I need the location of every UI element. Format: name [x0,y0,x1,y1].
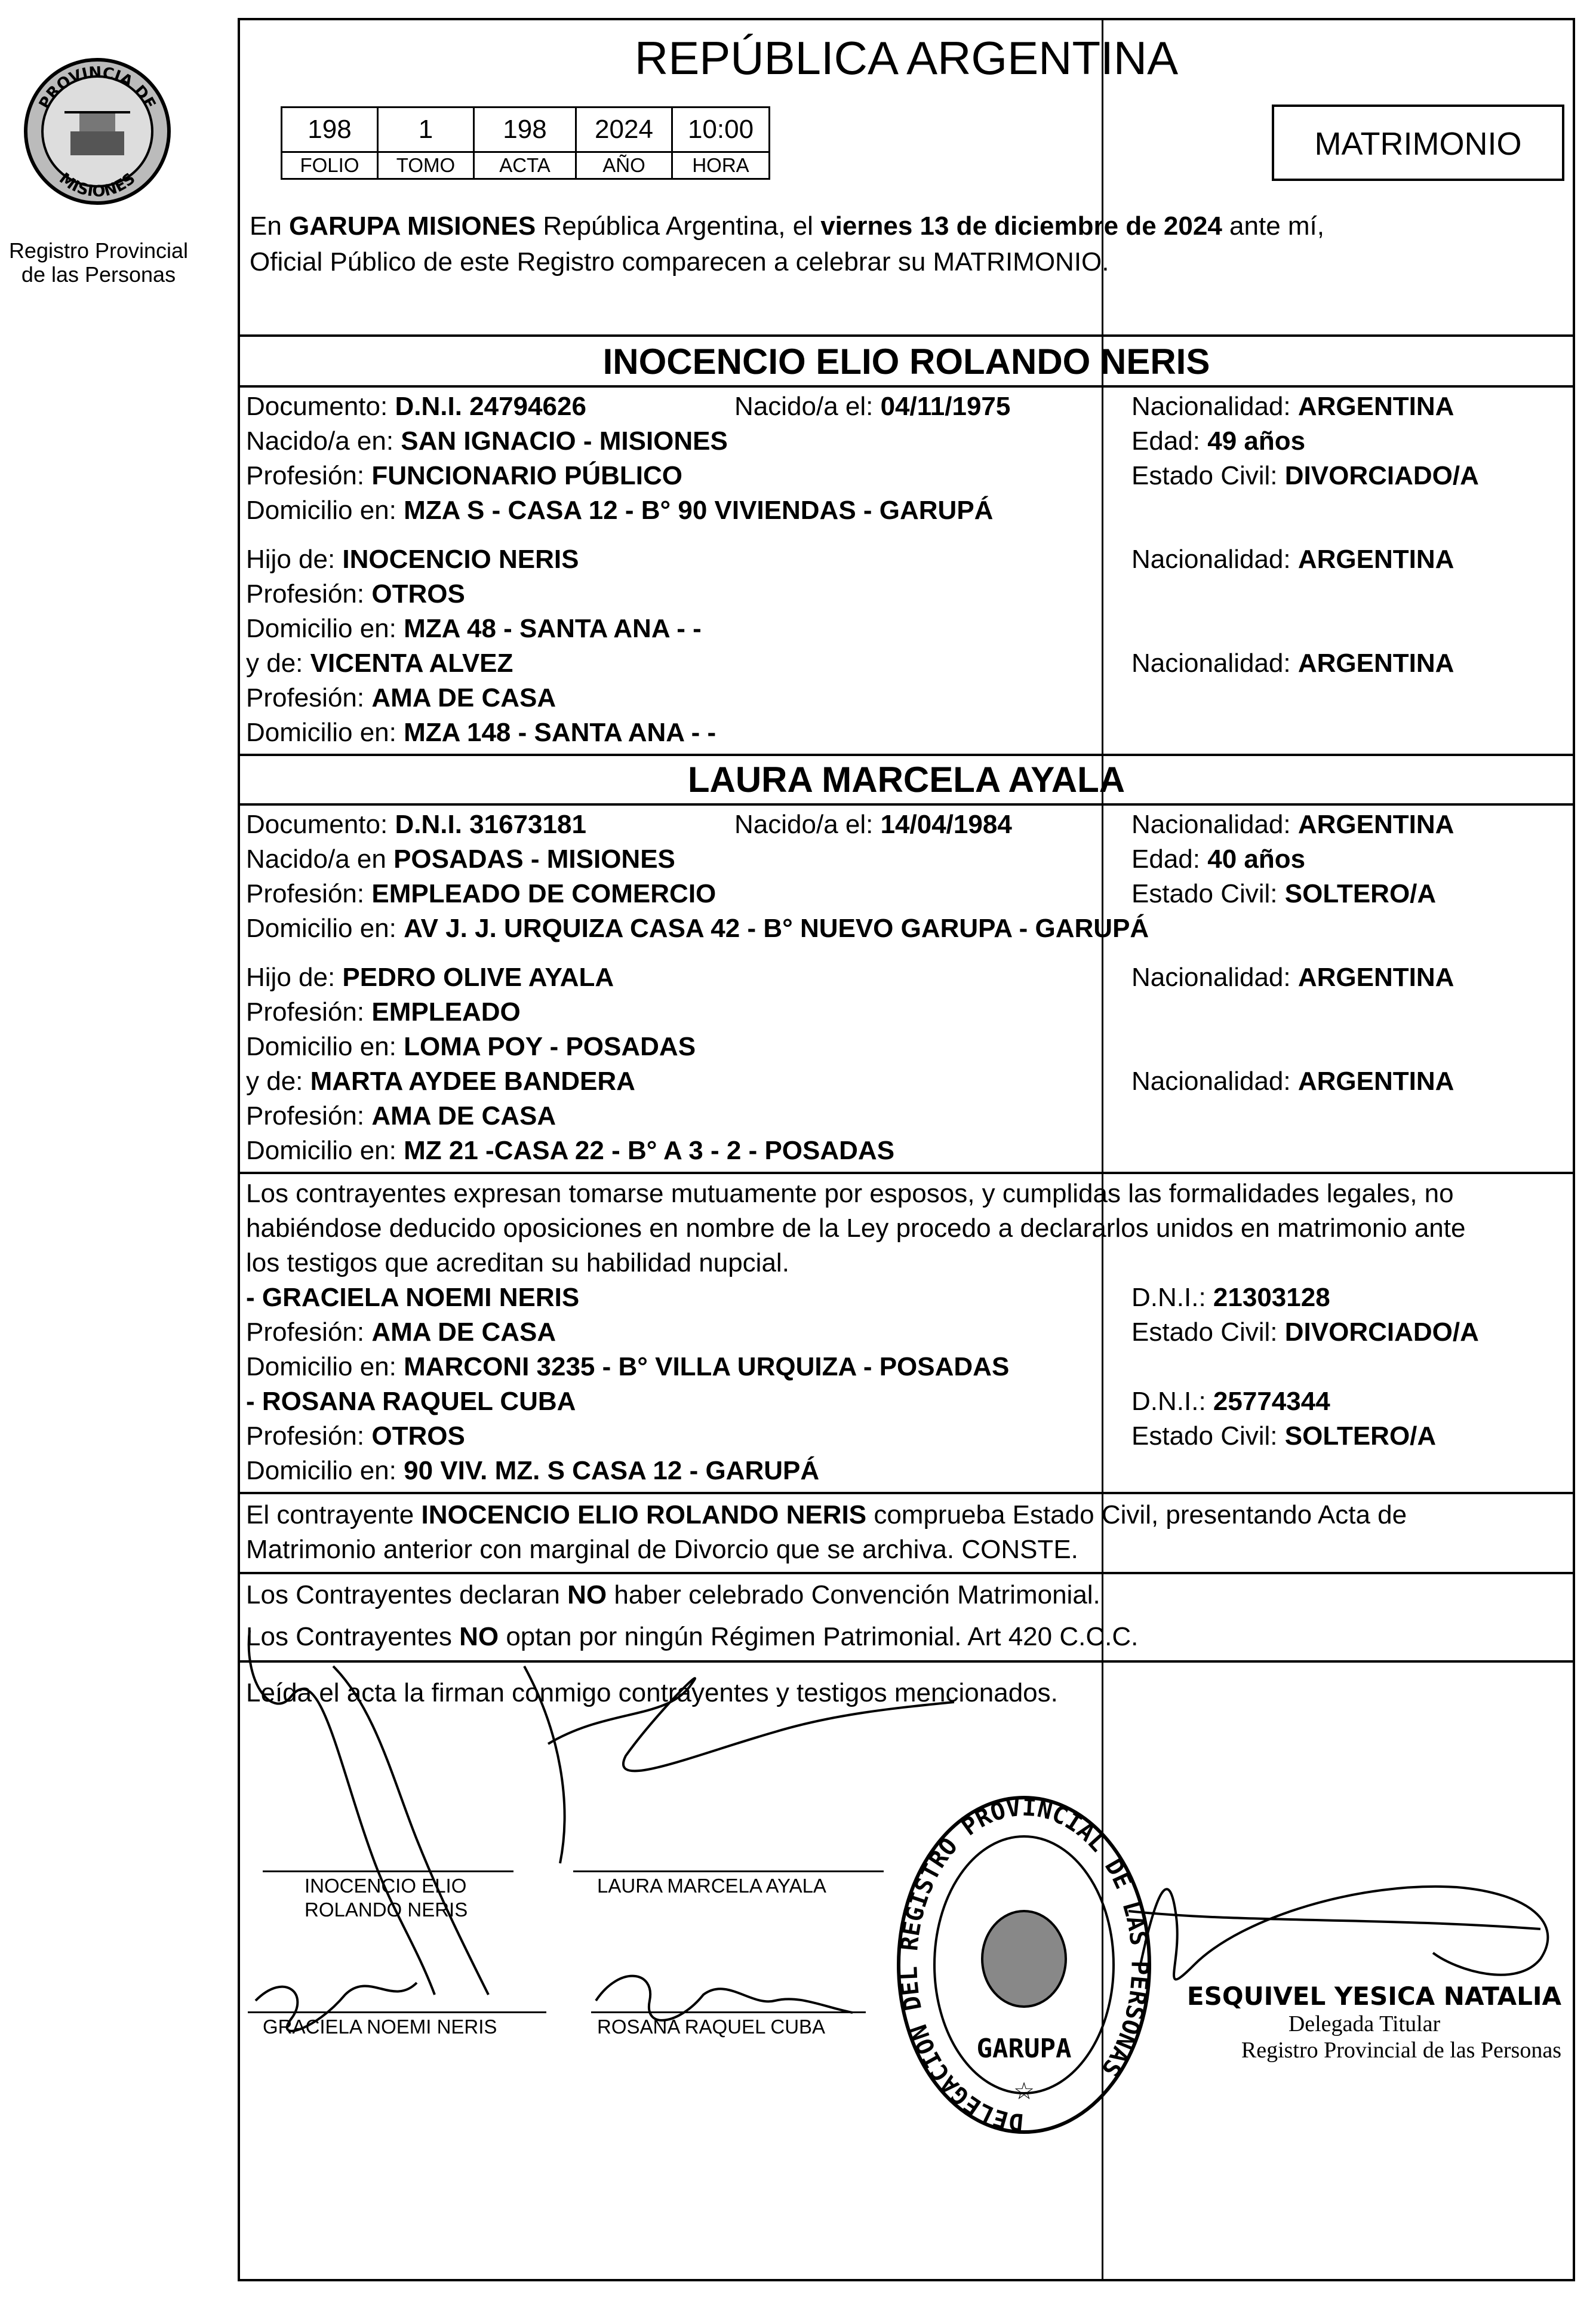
c1-nacido-en: Nacido/a en: SAN IGNACIO - MISIONES [246,426,728,456]
c1-padre: Hijo de: INOCENCIO NERIS [246,545,579,574]
officer-title: Delegada Titular [1288,2011,1441,2036]
nota-estado-line-1: El contrayente INOCENCIO ELIO ROLANDO NERIS comprueba Estado Civil, presentando Acta de [246,1500,1407,1529]
signature-rosana [596,1976,853,2020]
hora-label: HORA [672,152,770,179]
c1-nacionalidad: Nacionalidad: ARGENTINA [1131,392,1454,421]
signature-line [573,1870,884,1872]
folio-label: FOLIO [282,152,378,179]
c1-madre-nacionalidad: Nacionalidad: ARGENTINA [1131,649,1454,678]
testigo-2-name: - ROSANA RAQUEL CUBA [246,1387,576,1416]
c2-padre-profesion: Profesión: EMPLEADO [246,997,521,1027]
testigo-1-profesion: Profesión: AMA DE CASA [246,1317,556,1347]
c2-nacido-en: Nacido/a en POSADAS - MISIONES [246,844,675,874]
cierre-text: Leída el acta la firman conmigo contrayentes y testigos mencionados. [246,1678,1058,1707]
firma-inocencio-line-2: ROLANDO NERIS [305,1899,468,1921]
svg-text:DELEGACION DEL REGISTRO PROVIN: DELEGACION DEL REGISTRO PROVINCIAL DE LAS PERSONAS [895,1793,1154,2136]
officer-name: ESQUIVEL YESICA NATALIA [1186,1982,1561,2011]
testigo-1-dni: D.N.I.: 21303128 [1131,1283,1330,1312]
c2-madre-domicilio: Domicilio en: MZ 21 -CASA 22 - B° A 3 - 2 - POSADAS [246,1136,895,1165]
intro-line-2: Oficial Público de este Registro comparecen a celebrar su MATRIMONIO. [250,247,1109,277]
c1-madre-profesion: Profesión: AMA DE CASA [246,683,556,712]
testigo-1-domicilio: Domicilio en: MARCONI 3235 - B° VILLA URQUIZA - POSADAS [246,1352,1010,1381]
page-title: REPÚBLICA ARGENTINA [634,32,1179,84]
acta-value: 198 [474,107,576,152]
divider [238,385,1575,388]
c1-padre-profesion: Profesión: OTROS [246,579,465,609]
c2-padre-domicilio: Domicilio en: LOMA POY - POSADAS [246,1032,696,1061]
c1-padre-nacionalidad: Nacionalidad: ARGENTINA [1131,545,1454,574]
c2-padre: Hijo de: PEDRO OLIVE AYALA [246,963,614,992]
firma-laura-label: LAURA MARCELA AYALA [597,1875,826,1897]
tomo-value: 1 [378,107,474,152]
svg-text:MISIONES: MISIONES [56,169,139,201]
c2-estado-civil: Estado Civil: SOLTERO/A [1131,879,1437,908]
firma-inocencio-line-1: INOCENCIO ELIO [305,1875,467,1897]
declaracion-line-2: habiéndose deducido oposiciones en nombre de la Ley procedo a declararlos unidos en matrimonio ante [246,1214,1466,1243]
anio-label: AÑO [576,152,672,179]
signature-line [248,2011,546,2013]
c1-domicilio: Domicilio en: MZA S - CASA 12 - B° 90 VIVIENDAS - GARUPÁ [246,496,994,525]
c1-padre-domicilio: Domicilio en: MZA 48 - SANTA ANA - - [246,614,702,643]
seal-center-text: GARUPA [976,2034,1072,2064]
contrayente-2-name: LAURA MARCELA AYALA [687,760,1125,800]
provincia-logo [17,42,178,221]
caption-line-1: Registro Provincial [8,238,189,263]
divider [238,1572,1575,1574]
officer-stamp [1131,1982,1561,2063]
caption-line-2: de las Personas [21,262,176,287]
registry-table [281,106,770,180]
acta-label: ACTA [474,152,576,179]
convencion-line-1: Los Contrayentes declaran NO haber celebrado Convención Matrimonial. [246,1580,1100,1609]
firma-inocencio-label [305,1874,468,1922]
c1-documento: Documento: D.N.I. 24794626 [246,392,586,421]
intro-line-1: En GARUPA MISIONES República Argentina, el viernes 13 de diciembre de 2024 ante mí, [250,211,1324,241]
c2-nacido-el: Nacido/a el: 14/04/1984 [734,810,1012,839]
anio-value: 2024 [576,107,672,152]
firma-rosana-label: ROSANA RAQUEL CUBA [597,2016,826,2038]
c1-madre-domicilio: Domicilio en: MZA 148 - SANTA ANA - - [246,718,716,747]
divider [238,803,1575,806]
c1-nacido-el: Nacido/a el: 04/11/1975 [734,392,1011,421]
testigo-1-name: - GRACIELA NOEMI NERIS [246,1283,580,1312]
testigo-2-domicilio: Domicilio en: 90 VIV. MZ. S CASA 12 - GARUPÁ [246,1456,820,1485]
c2-domicilio: Domicilio en: AV J. J. URQUIZA CASA 42 - B° NUEVO GARUPA - GARUPÁ [246,914,1149,943]
officer-registry: Registro Provincial de las Personas [1241,2038,1561,2063]
c1-edad: Edad: 49 años [1131,426,1306,456]
officer-signature [1123,1845,1576,2001]
signature-laura [548,1678,954,1771]
contrayente-1-name: INOCENCIO ELIO ROLANDO NERIS [602,342,1210,382]
nota-estado-line-2: Matrimonio anterior con marginal de Divorcio que se archiva. CONSTE. [246,1535,1078,1564]
testigo-2-estado: Estado Civil: SOLTERO/A [1131,1421,1437,1451]
c1-profesion: Profesión: FUNCIONARIO PÚBLICO [246,461,682,490]
c2-nacionalidad: Nacionalidad: ARGENTINA [1131,810,1454,839]
c2-edad: Edad: 40 años [1131,844,1306,874]
tomo-label: TOMO [378,152,474,179]
divider [238,1492,1575,1494]
official-seal [893,1789,1155,2141]
c1-madre: y de: VICENTA ALVEZ [246,649,513,678]
divider [238,754,1575,756]
logo-caption [0,239,197,287]
declaracion-line-3: los testigos que acreditan su habilidad nupcial. [246,1248,789,1277]
testigo-1-estado: Estado Civil: DIVORCIADO/A [1131,1317,1479,1347]
divider [238,1172,1575,1174]
c2-padre-nacionalidad: Nacionalidad: ARGENTINA [1131,963,1454,992]
signature-line [263,1870,513,1872]
hora-value: 10:00 [672,107,770,152]
c2-madre-profesion: Profesión: AMA DE CASA [246,1101,556,1131]
firma-graciela-label: GRACIELA NOEMI NERIS [263,2016,497,2038]
act-type-box: MATRIMONIO [1272,105,1564,181]
testigo-2-profesion: Profesión: OTROS [246,1421,465,1451]
folio-value: 198 [282,107,378,152]
c2-madre: y de: MARTA AYDEE BANDERA [246,1067,635,1096]
declaracion-line-1: Los contrayentes expresan tomarse mutuamente por esposos, y cumplidas las formalidades legales, no [246,1179,1454,1208]
signature-inocencio-2 [333,1666,488,1995]
c2-profesion: Profesión: EMPLEADO DE COMERCIO [246,879,716,908]
testigo-2-dni: D.N.I.: 25774344 [1131,1387,1330,1416]
signature-laura-2 [524,1666,565,1863]
divider [238,334,1575,337]
svg-text:PROVINCIA DE: PROVINCIA DE [35,63,159,112]
c1-estado-civil: Estado Civil: DIVORCIADO/A [1131,461,1479,490]
signature-line [591,2011,866,2013]
c2-documento: Documento: D.N.I. 31673181 [246,810,586,839]
c2-madre-nacionalidad: Nacionalidad: ARGENTINA [1131,1067,1454,1096]
convencion-line-2: Los Contrayentes NO optan por ningún Régimen Patrimonial. Art 420 C.C.C. [246,1622,1139,1651]
seal-star-icon: ☆ [1013,2078,1035,2105]
